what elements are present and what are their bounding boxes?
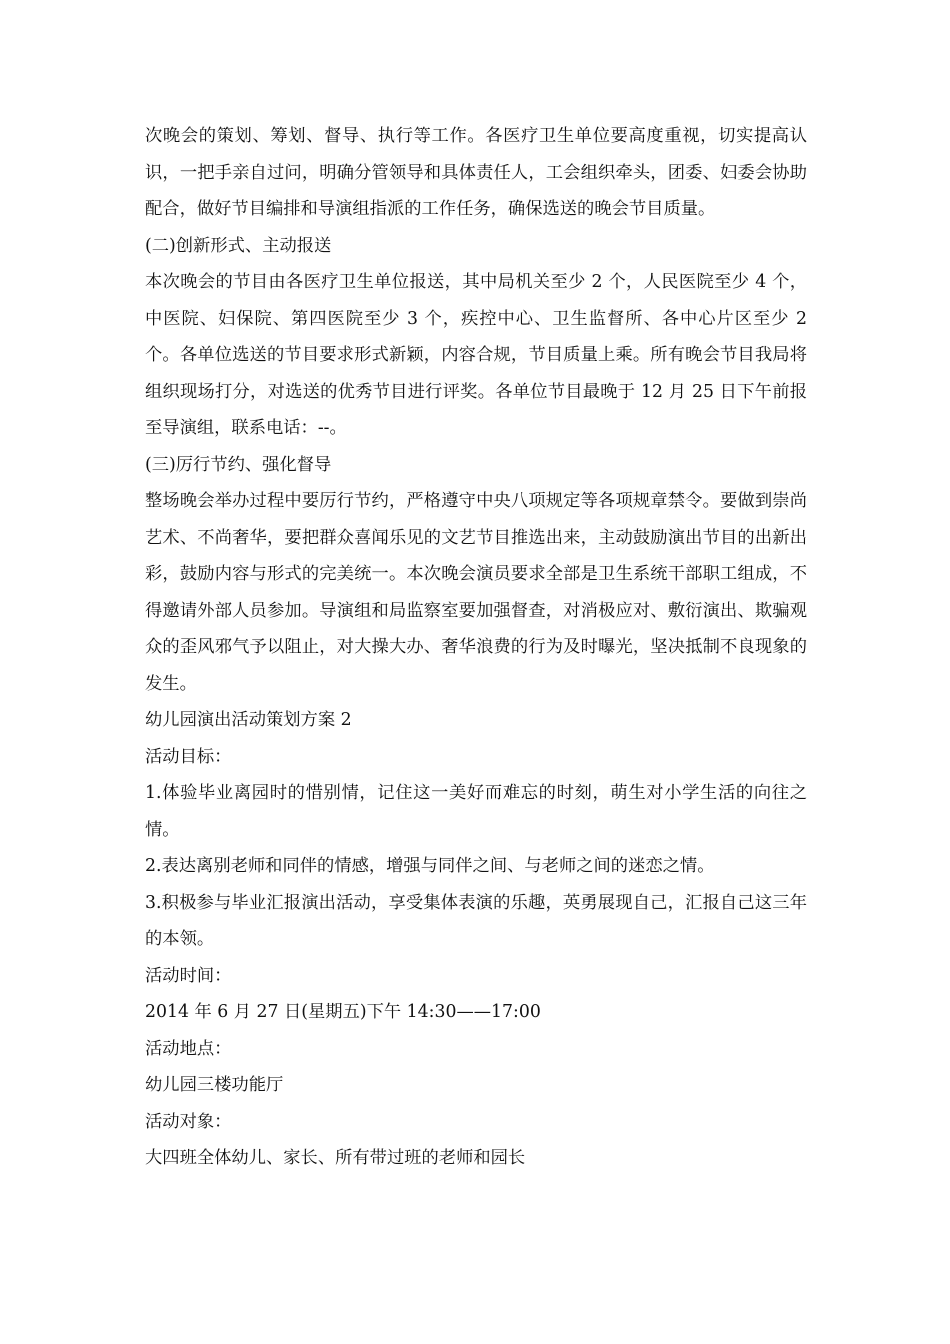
label-activity-location: 活动地点： — [145, 1038, 232, 1059]
paragraph-organization: 次晚会的策划、筹划、督导、执行等工作。各医疗卫生单位要高度重视，切实提高认识，一把手亲自过问，明确分管领导和具体责任人，工会组织牵头，团委、妇委会协助配合，做好节目编排和导演组指派的工作任务，确保选送的晚会节目质量。 — [145, 126, 807, 219]
plan-title: 幼儿园演出活动策划方案 2 — [145, 710, 352, 730]
label-activity-time: 活动时间： — [145, 965, 232, 986]
section-heading-innovation: (二)创新形式、主动报送 — [145, 235, 332, 256]
label-activity-goals: 活动目标： — [145, 746, 232, 767]
section-heading-frugality: (三)厉行节约、强化督导 — [145, 454, 332, 475]
goal-item-3: 3.积极参与毕业汇报演出活动，享受集体表演的乐趣，英勇展现自己，汇报自己这三年的本领。 — [145, 892, 807, 949]
value-activity-audience: 大四班全体幼儿、家长、所有带过班的老师和园长 — [145, 1148, 526, 1168]
paragraph-supervision: 整场晚会举办过程中要厉行节约，严格遵守中央八项规定等各项规章禁令。要做到崇尚艺术、不尚奢华，要把群众喜闻乐见的文艺节目推选出来，主动鼓励演出节目的出新出彩，鼓励内容与形式的完美统一。本次晚会演员要求全部是卫生系统干部职工组成，不得邀请外部人员参加。导演组和局监察室要加强督查，对消极应对、敷衍演出、欺骗观众的歪风邪气予以阻止，对大操大办、奢华浪费的行为及时曝光，坚决抵制不良现象的发生。 — [145, 491, 807, 694]
paragraph-submission: 本次晚会的节目由各医疗卫生单位报送，其中局机关至少 2 个，人民医院至少 4 个，中医院、妇保院、第四医院至少 3 个，疾控中心、卫生监督所、各中心片区至少 2 个。各单位选送的节目要求形式新颖，内容合规，节目质量上乘。所有晚会节目我局将组织现场打分，对选送的优秀节目进行评奖。各单位节目最晚于 12 月 25 日下午前报至导演组，联系电话：--。 — [145, 272, 807, 438]
goal-item-1: 1.体验毕业离园时的惜别情，记住这一美好而难忘的时刻，萌生对小学生活的向往之情。 — [145, 783, 807, 840]
goal-item-2: 2.表达离别老师和同伴的情感，增强与同伴之间、与老师之间的迷恋之情。 — [145, 856, 715, 876]
document-body — [145, 118, 807, 1177]
label-activity-audience: 活动对象： — [145, 1111, 232, 1132]
value-activity-time: 2014 年 6 月 27 日(星期五)下午 14:30——17:00 — [145, 1002, 541, 1022]
value-activity-location: 幼儿园三楼功能厅 — [145, 1075, 284, 1095]
